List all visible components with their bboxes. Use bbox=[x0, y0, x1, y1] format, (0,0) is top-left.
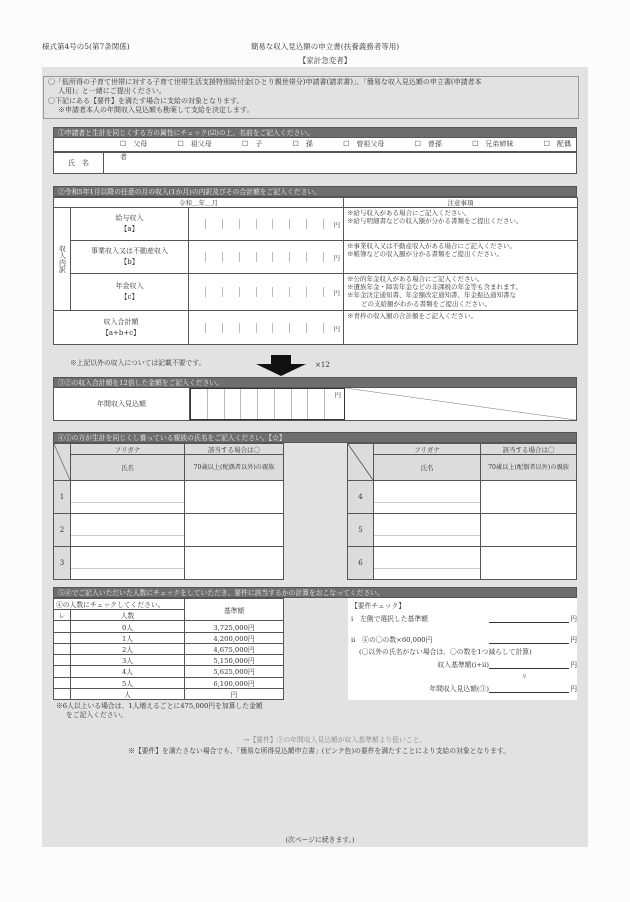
col-count: 人数 bbox=[71, 610, 185, 621]
section-3-heading: ③②の収入合計額を12倍した金額をご記入ください。 bbox=[53, 377, 577, 388]
count-cell: 0人 bbox=[71, 621, 185, 632]
total-notes: ※青枠の収入額の合計額をご記入ください。 bbox=[344, 311, 578, 345]
section-2 bbox=[53, 186, 577, 345]
alternative-note: ※【要件】を満たさない場合でも、「簡易な所得見込額申立書」(ピンク色)の要件を満たすことにより支給の対象となります。 bbox=[128, 747, 510, 755]
section-2-footnote: ※上記以外の収入については記載不要です。 bbox=[70, 359, 206, 367]
col-applicable: 該当する場合は〇 bbox=[481, 444, 577, 455]
elderly-mark-input[interactable] bbox=[185, 547, 284, 580]
req-ii-note: (〇以外の氏名がない場合は、〇の数を1つ減らして計算) bbox=[359, 648, 532, 656]
income-label-pension: 年金収入 【c】 bbox=[71, 274, 189, 311]
row-checkbox[interactable] bbox=[54, 621, 71, 632]
total-amount-input[interactable]: 円 bbox=[189, 311, 344, 345]
period-label[interactable]: 令和＿年＿月 bbox=[54, 198, 344, 208]
name-input[interactable] bbox=[104, 153, 576, 173]
checkbox-grandchild[interactable]: ☐ 孫 bbox=[292, 140, 313, 148]
req-line-i: i 左側で選択した基準額 円 bbox=[351, 615, 577, 623]
intro-line: 〇下記にある【要件】を満たす場合に支給の対象となります。 bbox=[48, 96, 244, 105]
salary-notes: ※給与収入がある場合にご記入ください。 ※給与明細書などの収入額が分かる書類をご提出ください。 bbox=[344, 208, 578, 241]
intro-line: 〇「低所得の子育て世帯に対する子育て世帯生活支援特別給付金(ひとり親世帯分)申請書(請求書)」、「簡易な収入見込額の申立書(申請者本 bbox=[48, 78, 482, 86]
diagonal-blank bbox=[345, 388, 576, 420]
form-number: 様式第4号の5(第7条関係) bbox=[42, 42, 130, 51]
relatives-table-left bbox=[53, 443, 284, 580]
relative-name-input[interactable] bbox=[71, 547, 185, 580]
relative-name-input[interactable] bbox=[374, 547, 481, 580]
col-name: 氏名 bbox=[71, 455, 185, 481]
amount-cell: 4,675,000円 bbox=[185, 643, 284, 654]
multiplier-label: ×12 bbox=[315, 361, 330, 369]
elderly-mark-input[interactable] bbox=[481, 547, 577, 580]
checkbox-parent[interactable]: ☐ 父母 bbox=[120, 140, 148, 148]
checkbox-grandparent[interactable]: ☐ 祖父母 bbox=[177, 140, 212, 148]
name-label: 氏 名 bbox=[54, 153, 104, 173]
section-2-heading: ②令和5年1月以降の任意の月の収入(1か月)の内訳及びその合計額をご記入ください。 bbox=[53, 186, 577, 197]
col-applicable: 該当する場合は〇 bbox=[185, 444, 284, 455]
header-diagonal bbox=[54, 444, 71, 481]
down-arrow-icon bbox=[256, 355, 306, 376]
count-cell: 4人 bbox=[71, 666, 185, 677]
row-number: 6 bbox=[348, 547, 374, 580]
amount-cell: 3,725,000円 bbox=[185, 621, 284, 632]
row-number: 4 bbox=[348, 481, 374, 514]
row-checkbox[interactable] bbox=[54, 666, 71, 677]
intro-line: ※申請者本人の年間収入見込額も勘案して支給を決定します。 bbox=[58, 106, 254, 115]
section-3 bbox=[53, 377, 577, 421]
annual-income-input[interactable]: 円 bbox=[190, 388, 345, 420]
req-line-base: 収入基準額(i+ii) 円 bbox=[437, 661, 577, 669]
row-checkbox[interactable] bbox=[54, 688, 71, 699]
document-subtitle: 【家計急変者】 bbox=[298, 56, 352, 65]
elderly-addition-input[interactable] bbox=[489, 643, 569, 644]
col-furigana: フリガナ bbox=[374, 444, 481, 455]
elderly-mark-input[interactable] bbox=[185, 481, 284, 514]
checkbox-spouse[interactable]: ☐ 配偶者 bbox=[120, 140, 571, 161]
checkbox-sibling[interactable]: ☐ 兄弟姉妹 bbox=[472, 140, 514, 148]
notes-header: 注意事項 bbox=[344, 198, 578, 208]
amount-cell: 5,625,000円 bbox=[185, 666, 284, 677]
checkbox-great-grandchild[interactable]: ☐ 曾孫 bbox=[414, 140, 442, 148]
amount-cell: 6,100,000円 bbox=[185, 677, 284, 688]
annual-income-label: 年間収入見込額 bbox=[54, 388, 190, 420]
income-breakdown-label: 収入内訳 bbox=[54, 208, 71, 311]
requirement-text: →【要件】③の年間収入見込額が収入基準額より低いこと。 bbox=[243, 736, 427, 744]
row-number: 1 bbox=[54, 481, 71, 514]
section-5 bbox=[53, 587, 577, 700]
requirement-check-title: 【要件チェック】 bbox=[351, 602, 406, 610]
income-label-business: 事業収入又は不動産収入 【b】 bbox=[71, 241, 189, 274]
count-cell: 3人 bbox=[71, 655, 185, 666]
income-base-input[interactable] bbox=[489, 668, 569, 669]
relative-name-input[interactable] bbox=[71, 481, 185, 514]
row-checkbox[interactable] bbox=[54, 643, 71, 654]
section-4 bbox=[53, 432, 577, 580]
salary-amount-input[interactable]: 円 bbox=[189, 208, 344, 241]
row-number: 5 bbox=[348, 514, 374, 547]
base-amount-table bbox=[53, 598, 284, 700]
amount-cell: 5,150,000円 bbox=[185, 655, 284, 666]
elderly-mark-input[interactable] bbox=[481, 481, 577, 514]
requirement-check bbox=[348, 598, 577, 700]
row-checkbox[interactable] bbox=[54, 655, 71, 666]
section-5-heading: ⑤④でご記入いただいた人数にチェックをしていただき、要件に該当するかの計算をおこなってください。 bbox=[53, 587, 577, 598]
col-furigana: フリガナ bbox=[71, 444, 185, 455]
row-number: 2 bbox=[54, 514, 71, 547]
count-cell: 2人 bbox=[71, 643, 185, 654]
checkbox-great-grandparent[interactable]: ☐ 曾祖父母 bbox=[343, 140, 385, 148]
section-1 bbox=[53, 127, 577, 174]
relation-checkboxes bbox=[53, 138, 577, 161]
name-row bbox=[53, 152, 577, 174]
req-line-ii: ii ④の〇の数×60,000円 円 bbox=[351, 636, 577, 644]
section-1-heading: ①申請者と生計を同じくする方の属性にチェック(☑)の上、名前をご記入ください。 bbox=[53, 127, 577, 138]
annual-income-check-input[interactable] bbox=[489, 692, 569, 693]
checkbox-child[interactable]: ☐ 子 bbox=[242, 140, 263, 148]
col-elderly: 70歳以上(配偶者以外)の親族 bbox=[481, 455, 577, 481]
section-4-heading: ④①の方が生計を同じくし養っている親族の氏名をご記入ください。【☆】 bbox=[53, 432, 577, 443]
elderly-mark-input[interactable] bbox=[481, 514, 577, 547]
income-label-total: 収入合計額 【a+b+c】 bbox=[54, 311, 189, 345]
custom-count-input[interactable]: 人 bbox=[71, 688, 185, 699]
business-notes: ※事業収入又は不動産収入がある場合にご記入ください。 ※帳簿などの収入額が分かる書類をご提出ください。 bbox=[344, 241, 578, 274]
annual-income-row bbox=[53, 388, 577, 421]
compare-icon: ∨ bbox=[522, 672, 527, 680]
relatives-table-right bbox=[347, 443, 577, 580]
intro-line: 人用)」と一緒にご提出ください。 bbox=[58, 87, 166, 96]
relative-name-input[interactable] bbox=[374, 514, 481, 547]
pension-amount-input[interactable]: 円 bbox=[189, 274, 344, 311]
income-label-salary: 給与収入 【a】 bbox=[71, 208, 189, 241]
row-number: 3 bbox=[54, 547, 71, 580]
relative-name-input[interactable] bbox=[71, 514, 185, 547]
header-diagonal bbox=[348, 444, 374, 481]
req-line-annual: 年間収入見込額(③) 円 bbox=[429, 685, 577, 693]
base-amount-input[interactable] bbox=[489, 622, 569, 623]
document-title: 簡易な収入見込額の申立書(扶養義務者等用) bbox=[250, 42, 400, 51]
count-cell: 5人 bbox=[71, 677, 185, 688]
intro-box bbox=[43, 76, 579, 119]
amount-cell: 4,200,000円 bbox=[185, 632, 284, 643]
elderly-mark-input[interactable] bbox=[185, 514, 284, 547]
custom-amount-input[interactable]: 円 bbox=[185, 688, 284, 699]
row-checkbox[interactable] bbox=[54, 677, 71, 688]
continued-note: (次ページに続きます。) bbox=[285, 836, 355, 844]
col-elderly: 70歳以上(配偶者以外)の親族 bbox=[185, 455, 284, 481]
relative-name-input[interactable] bbox=[374, 481, 481, 514]
business-amount-input[interactable]: 円 bbox=[189, 241, 344, 274]
pension-notes: ※公的年金収入がある場合にご記入ください。 ※遺族年金・障害年金などの非課税の年金等も含まれます。 ※年金決定通知書、年金額改定通知書、年金振込通知書な どの支給額がわかる書類をご提出ください。 bbox=[344, 274, 578, 311]
row-checkbox[interactable] bbox=[54, 632, 71, 643]
count-cell: 1人 bbox=[71, 632, 185, 643]
section-5-footnote: ※6人以上いる場合は、1人増えるごとに475,000円を加算した金額 をご記入ください。 bbox=[56, 702, 263, 719]
table-caption: ④の人数にチェックしてください。 bbox=[54, 599, 185, 610]
col-name: 氏名 bbox=[374, 455, 481, 481]
col-base: 基準額 bbox=[185, 599, 284, 621]
col-check: レ bbox=[54, 610, 71, 621]
